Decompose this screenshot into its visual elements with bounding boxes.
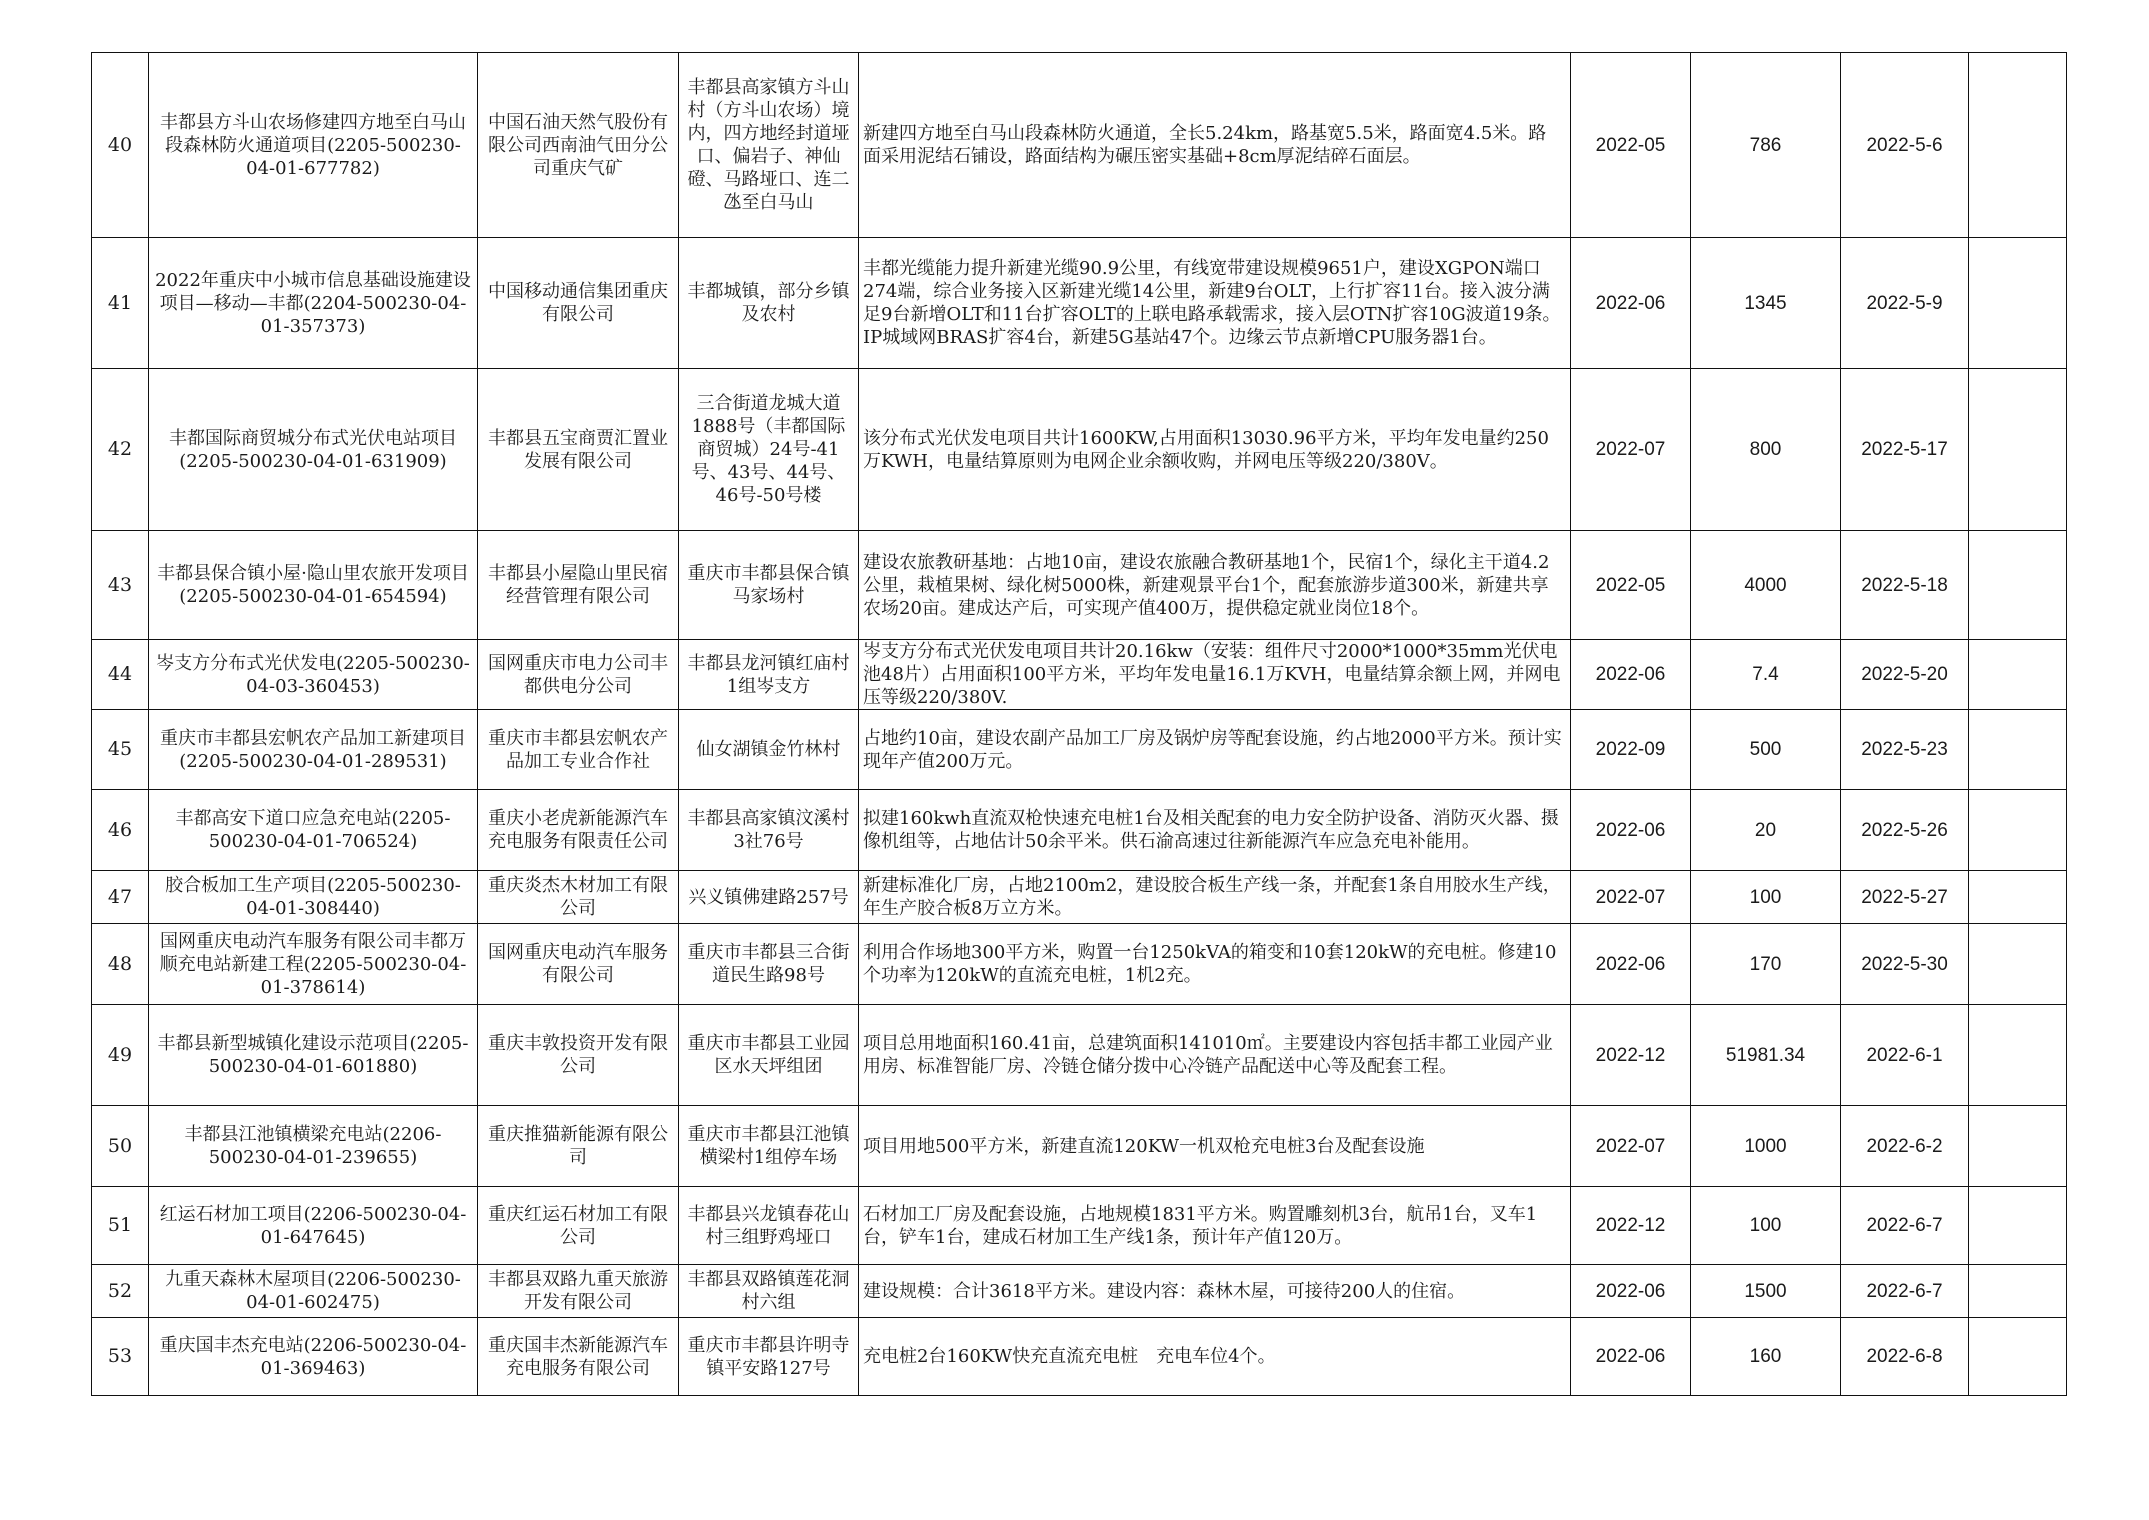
project-owner: 重庆国丰杰新能源汽车充电服务有限公司 <box>478 1318 679 1396</box>
registration-date: 2022-5-26 <box>1841 790 1969 871</box>
start-date: 2022-06 <box>1571 640 1691 710</box>
registration-date: 2022-5-23 <box>1841 710 1969 790</box>
table-row <box>92 871 2067 924</box>
project-owner: 重庆丰敦投资开发有限公司 <box>478 1005 679 1106</box>
start-date: 2022-12 <box>1571 1187 1691 1265</box>
remarks-cell <box>1969 238 2067 369</box>
project-owner: 丰都县小屋隐山里民宿经营管理有限公司 <box>478 531 679 640</box>
investment-amount: 500 <box>1691 710 1841 790</box>
project-content: 建设农旅教研基地：占地10亩，建设农旅融合教研基地1个，民宿1个，绿化主干道4.2公里，栽植果树、绿化树5000株，新建观景平台1个，配套旅游步道300米，新建共享农场20亩。建成达产后，可实现产值400万，提供稳定就业岗位18个。 <box>859 531 1571 640</box>
project-location: 重庆市丰都县江池镇横梁村1组停车场 <box>679 1106 859 1187</box>
investment-amount: 1500 <box>1691 1265 1841 1318</box>
project-owner: 重庆推猫新能源有限公司 <box>478 1106 679 1187</box>
registration-date: 2022-5-20 <box>1841 640 1969 710</box>
project-location: 丰都县双路镇莲花洞村六组 <box>679 1265 859 1318</box>
project-owner: 丰都县五宝商贾汇置业发展有限公司 <box>478 369 679 531</box>
remarks-cell <box>1969 640 2067 710</box>
table-row <box>92 1318 2067 1396</box>
investment-amount: 20 <box>1691 790 1841 871</box>
row-number: 41 <box>92 238 149 369</box>
table-row <box>92 1106 2067 1187</box>
project-owner: 国网重庆电动汽车服务有限公司 <box>478 924 679 1005</box>
start-date: 2022-06 <box>1571 924 1691 1005</box>
remarks-cell <box>1969 790 2067 871</box>
row-number: 44 <box>92 640 149 710</box>
investment-amount: 800 <box>1691 369 1841 531</box>
project-content: 新建标准化厂房，占地2100m2，建设胶合板生产线一条，并配套1条自用胶水生产线，年生产胶合板8万立方米。 <box>859 871 1571 924</box>
project-location: 重庆市丰都县保合镇马家场村 <box>679 531 859 640</box>
project-content: 利用合作场地300平方米，购置一台1250kVA的箱变和10套120kW的充电桩。修建10个功率为120kW的直流充电桩，1机2充。 <box>859 924 1571 1005</box>
remarks-cell <box>1969 1106 2067 1187</box>
registration-date: 2022-5-30 <box>1841 924 1969 1005</box>
project-name: 丰都县方斗山农场修建四方地至白马山段森林防火通道项目(2205-500230-04-01-677782) <box>149 53 478 238</box>
row-number: 40 <box>92 53 149 238</box>
remarks-cell <box>1969 1005 2067 1106</box>
investment-amount: 7.4 <box>1691 640 1841 710</box>
registration-date: 2022-5-27 <box>1841 871 1969 924</box>
project-name: 九重天森林木屋项目(2206-500230-04-01-602475) <box>149 1265 478 1318</box>
remarks-cell <box>1969 871 2067 924</box>
table-row <box>92 1265 2067 1318</box>
registration-date: 2022-6-7 <box>1841 1265 1969 1318</box>
investment-amount: 51981.34 <box>1691 1005 1841 1106</box>
project-name: 国网重庆电动汽车服务有限公司丰都万顺充电站新建工程(2205-500230-04-01-378614) <box>149 924 478 1005</box>
project-location: 重庆市丰都县许明寺镇平安路127号 <box>679 1318 859 1396</box>
start-date: 2022-07 <box>1571 369 1691 531</box>
start-date: 2022-06 <box>1571 790 1691 871</box>
start-date: 2022-05 <box>1571 53 1691 238</box>
table-row <box>92 790 2067 871</box>
project-content: 占地约10亩，建设农副产品加工厂房及锅炉房等配套设施，约占地2000平方米。预计实现年产值200万元。 <box>859 710 1571 790</box>
project-location: 重庆市丰都县三合街道民生路98号 <box>679 924 859 1005</box>
project-owner: 丰都县双路九重天旅游开发有限公司 <box>478 1265 679 1318</box>
project-owner: 重庆小老虎新能源汽车充电服务有限责任公司 <box>478 790 679 871</box>
registration-date: 2022-6-7 <box>1841 1187 1969 1265</box>
project-location: 丰都县龙河镇红庙村1组岑支方 <box>679 640 859 710</box>
start-date: 2022-06 <box>1571 1318 1691 1396</box>
project-name: 重庆市丰都县宏帆农产品加工新建项目(2205-500230-04-01-289531) <box>149 710 478 790</box>
project-table <box>91 52 2067 1396</box>
table-row <box>92 53 2067 238</box>
row-number: 47 <box>92 871 149 924</box>
table-row <box>92 1005 2067 1106</box>
start-date: 2022-05 <box>1571 531 1691 640</box>
start-date: 2022-07 <box>1571 1106 1691 1187</box>
project-name: 胶合板加工生产项目(2205-500230-04-01-308440) <box>149 871 478 924</box>
project-name: 重庆国丰杰充电站(2206-500230-04-01-369463) <box>149 1318 478 1396</box>
remarks-cell <box>1969 710 2067 790</box>
table-row <box>92 710 2067 790</box>
row-number: 43 <box>92 531 149 640</box>
registration-date: 2022-6-8 <box>1841 1318 1969 1396</box>
project-name: 丰都县江池镇横梁充电站(2206-500230-04-01-239655) <box>149 1106 478 1187</box>
row-number: 49 <box>92 1005 149 1106</box>
investment-amount: 1345 <box>1691 238 1841 369</box>
registration-date: 2022-6-2 <box>1841 1106 1969 1187</box>
investment-amount: 1000 <box>1691 1106 1841 1187</box>
remarks-cell <box>1969 1187 2067 1265</box>
project-owner: 重庆市丰都县宏帆农产品加工专业合作社 <box>478 710 679 790</box>
project-name: 丰都县保合镇小屋·隐山里农旅开发项目(2205-500230-04-01-654594) <box>149 531 478 640</box>
row-number: 51 <box>92 1187 149 1265</box>
start-date: 2022-06 <box>1571 238 1691 369</box>
row-number: 48 <box>92 924 149 1005</box>
project-content: 建设规模：合计3618平方米。建设内容：森林木屋，可接待200人的住宿。 <box>859 1265 1571 1318</box>
remarks-cell <box>1969 53 2067 238</box>
investment-amount: 170 <box>1691 924 1841 1005</box>
project-location: 三合街道龙城大道1888号（丰都国际商贸城）24号-41号、43号、44号、46号-50号楼 <box>679 369 859 531</box>
registration-date: 2022-5-17 <box>1841 369 1969 531</box>
investment-amount: 100 <box>1691 1187 1841 1265</box>
start-date: 2022-09 <box>1571 710 1691 790</box>
investment-amount: 160 <box>1691 1318 1841 1396</box>
project-owner: 重庆炎杰木材加工有限公司 <box>478 871 679 924</box>
registration-date: 2022-6-1 <box>1841 1005 1969 1106</box>
table-body <box>92 53 2067 1396</box>
remarks-cell <box>1969 369 2067 531</box>
project-content: 丰都光缆能力提升新建光缆90.9公里，有线宽带建设规模9651户，建设XGPON端口274端，综合业务接入区新建光缆14公里，新建9台OLT，上行扩容11台。接入波分满足9台新增OLT和11台扩容OLT的上联电路承载需求，接入层OTN扩容10G波道19条。IP城域网BRAS扩容4台，新建5G基站47个。边缘云节点新增CPU服务器1台。 <box>859 238 1571 369</box>
registration-date: 2022-5-9 <box>1841 238 1969 369</box>
project-name: 丰都高安下道口应急充电站(2205-500230-04-01-706524) <box>149 790 478 871</box>
project-location: 兴义镇佛建路257号 <box>679 871 859 924</box>
registration-date: 2022-5-18 <box>1841 531 1969 640</box>
row-number: 42 <box>92 369 149 531</box>
row-number: 46 <box>92 790 149 871</box>
project-content: 项目用地500平方米，新建直流120KW一机双枪充电桩3台及配套设施 <box>859 1106 1571 1187</box>
project-location: 丰都城镇，部分乡镇及农村 <box>679 238 859 369</box>
project-location: 丰都县高家镇汶溪村3社76号 <box>679 790 859 871</box>
project-owner: 国网重庆市电力公司丰都供电分公司 <box>478 640 679 710</box>
table-row <box>92 238 2067 369</box>
remarks-cell <box>1969 924 2067 1005</box>
project-content: 充电桩2台160KW快充直流充电桩 充电车位4个。 <box>859 1318 1571 1396</box>
table-row <box>92 640 2067 710</box>
project-content: 新建四方地至白马山段森林防火通道，全长5.24km，路基宽5.5米，路面宽4.5米。路面采用泥结石铺设，路面结构为碾压密实基础+8cm厚泥结碎石面层。 <box>859 53 1571 238</box>
table-row <box>92 924 2067 1005</box>
registration-date: 2022-5-6 <box>1841 53 1969 238</box>
start-date: 2022-12 <box>1571 1005 1691 1106</box>
project-owner: 中国移动通信集团重庆有限公司 <box>478 238 679 369</box>
row-number: 50 <box>92 1106 149 1187</box>
investment-amount: 4000 <box>1691 531 1841 640</box>
start-date: 2022-07 <box>1571 871 1691 924</box>
project-location: 重庆市丰都县工业园区水天坪组团 <box>679 1005 859 1106</box>
remarks-cell <box>1969 1318 2067 1396</box>
project-name: 丰都县新型城镇化建设示范项目(2205-500230-04-01-601880) <box>149 1005 478 1106</box>
remarks-cell <box>1969 531 2067 640</box>
project-content: 岑支方分布式光伏发电项目共计20.16kw（安装：组件尺寸2000*1000*35mm光伏电池48片）占用面积100平方米，平均年发电量16.1万KVH，电量结算余额上网，并网电压等级220/380V. <box>859 640 1571 710</box>
project-content: 该分布式光伏发电项目共计1600KW,占用面积13030.96平方米，平均年发电量约250万KWH，电量结算原则为电网企业余额收购，并网电压等级220/380V。 <box>859 369 1571 531</box>
row-number: 45 <box>92 710 149 790</box>
table-row <box>92 531 2067 640</box>
table-row <box>92 369 2067 531</box>
row-number: 53 <box>92 1318 149 1396</box>
project-location: 丰都县兴龙镇春花山村三组野鸡垭口 <box>679 1187 859 1265</box>
project-owner: 中国石油天然气股份有限公司西南油气田分公司重庆气矿 <box>478 53 679 238</box>
table-row <box>92 1187 2067 1265</box>
project-content: 拟建160kwh直流双枪快速充电桩1台及相关配套的电力安全防护设备、消防灭火器、摄像机组等，占地估计50余平米。供石渝高速过往新能源汽车应急充电补能用。 <box>859 790 1571 871</box>
project-name: 红运石材加工项目(2206-500230-04-01-647645) <box>149 1187 478 1265</box>
project-name: 岑支方分布式光伏发电(2205-500230-04-03-360453) <box>149 640 478 710</box>
project-owner: 重庆红运石材加工有限公司 <box>478 1187 679 1265</box>
project-location: 仙女湖镇金竹林村 <box>679 710 859 790</box>
remarks-cell <box>1969 1265 2067 1318</box>
project-content: 项目总用地面积160.41亩，总建筑面积141010㎡。主要建设内容包括丰都工业园产业用房、标准智能厂房、冷链仓储分拨中心冷链产品配送中心等及配套工程。 <box>859 1005 1571 1106</box>
start-date: 2022-06 <box>1571 1265 1691 1318</box>
row-number: 52 <box>92 1265 149 1318</box>
project-content: 石材加工厂房及配套设施，占地规模1831平方米。购置雕刻机3台，航吊1台，叉车1台，铲车1台，建成石材加工生产线1条，预计年产值120万。 <box>859 1187 1571 1265</box>
project-location: 丰都县高家镇方斗山村（方斗山农场）境内，四方地经封道垭口、偏岩子、神仙磴、马路垭口、连二氹至白马山 <box>679 53 859 238</box>
investment-amount: 786 <box>1691 53 1841 238</box>
investment-amount: 100 <box>1691 871 1841 924</box>
project-name: 2022年重庆中小城市信息基础设施建设项目—移动—丰都(2204-500230-04-01-357373) <box>149 238 478 369</box>
project-name: 丰都国际商贸城分布式光伏电站项目(2205-500230-04-01-631909) <box>149 369 478 531</box>
